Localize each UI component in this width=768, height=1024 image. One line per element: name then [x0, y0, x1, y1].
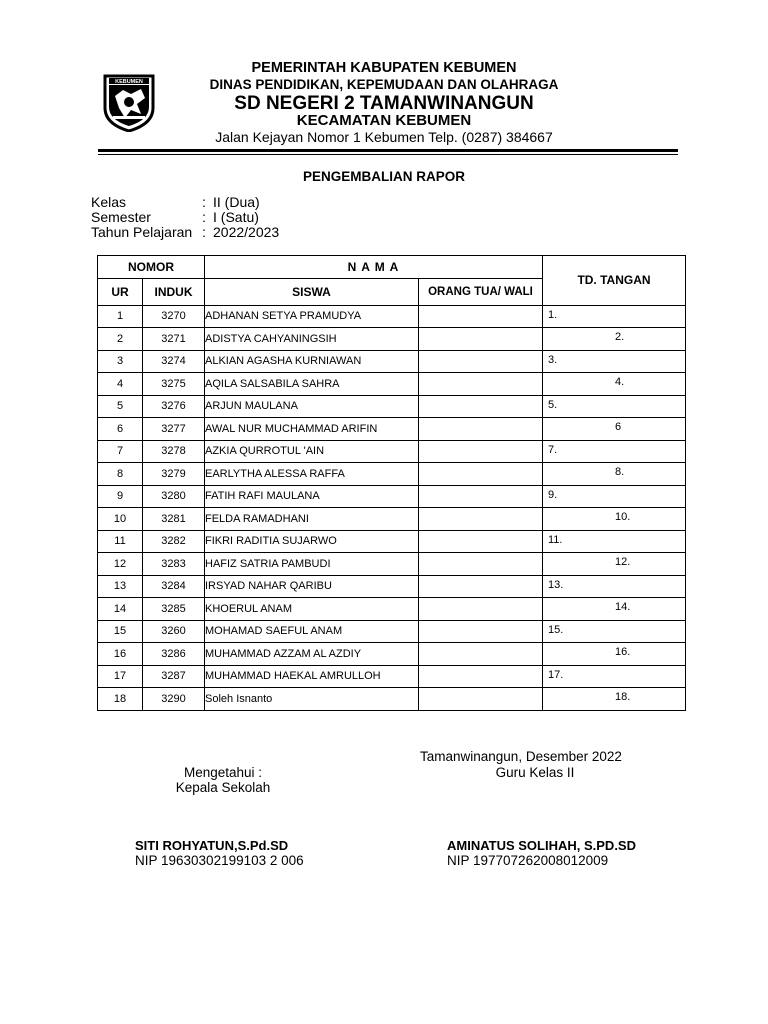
cell-orang-tua [419, 440, 543, 463]
cell-ur: 16 [98, 643, 143, 666]
cell-nama-siswa: EARLYTHA ALESSA RAFFA [205, 463, 419, 486]
meta-value: I (Satu) [213, 209, 259, 225]
cell-orang-tua [419, 575, 543, 598]
cell-ur: 11 [98, 530, 143, 553]
cell-ur: 10 [98, 508, 143, 531]
table-row [98, 553, 686, 576]
cell-ur: 3 [98, 350, 143, 373]
td-tangan-number: 7. [548, 443, 558, 456]
cell-nama-siswa: ALKIAN AGASHA KURNIAWAN [205, 350, 419, 373]
cell-nama-siswa: AZKIA QURROTUL 'AIN [205, 440, 419, 463]
cell-ur: 7 [98, 440, 143, 463]
td-tangan-number: 6 [615, 421, 622, 433]
cell-induk: 3282 [143, 530, 205, 553]
table-row [98, 530, 686, 553]
cell-induk: 3279 [143, 463, 205, 486]
table-row [98, 440, 686, 463]
meta-label: Kelas [91, 194, 127, 210]
cell-orang-tua [419, 530, 543, 553]
rapor-return-table [97, 255, 686, 711]
col-header-induk: INDUK [143, 278, 205, 305]
table-row [98, 508, 686, 531]
cell-induk: 3278 [143, 440, 205, 463]
cell-td-tangan [543, 440, 686, 463]
td-tangan-number: 4. [615, 376, 625, 388]
cell-td-tangan [543, 598, 686, 621]
table-row [98, 463, 686, 486]
header-department: DINAS PENDIDIKAN, KEPEMUDAAN DAN OLAHRAGA [209, 77, 559, 92]
col-header-nama: N A M A [205, 256, 543, 279]
table-row [98, 373, 686, 396]
cell-orang-tua [419, 395, 543, 418]
td-tangan-number: 9. [548, 488, 558, 501]
footer-teacher-nip: NIP 197707262008012009 [447, 853, 609, 868]
col-header-nomor: NOMOR [98, 256, 205, 279]
cell-nama-siswa: ARJUN MAULANA [205, 395, 419, 418]
cell-induk: 3260 [143, 620, 205, 643]
cell-ur: 15 [98, 620, 143, 643]
td-tangan-number: 5. [548, 398, 558, 411]
cell-td-tangan [543, 395, 686, 418]
cell-ur: 4 [98, 373, 143, 396]
cell-orang-tua [419, 508, 543, 531]
cell-td-tangan [543, 508, 686, 531]
footer-kepala-name: SITI ROHYATUN,S.Pd.SD [135, 838, 289, 853]
cell-td-tangan [543, 328, 686, 351]
cell-td-tangan [543, 553, 686, 576]
meta-semester [91, 209, 259, 225]
cell-induk: 3287 [143, 665, 205, 688]
cell-orang-tua [419, 553, 543, 576]
meta-label: Tahun Pelajaran [91, 224, 193, 240]
cell-orang-tua [419, 643, 543, 666]
cell-nama-siswa: Soleh Isnanto [205, 688, 419, 711]
cell-td-tangan [543, 688, 686, 711]
table-row [98, 350, 686, 373]
cell-orang-tua [419, 688, 543, 711]
td-tangan-number: 11. [548, 533, 563, 546]
document-title: PENGEMBALIAN RAPOR [302, 169, 465, 184]
meta-sep: : [202, 224, 206, 240]
meta-kelas [91, 194, 260, 210]
table-row [98, 305, 686, 328]
cell-nama-siswa: MUHAMMAD HAEKAL AMRULLOH [205, 665, 419, 688]
cell-ur: 14 [98, 598, 143, 621]
table-row [98, 598, 686, 621]
cell-induk: 3277 [143, 418, 205, 441]
td-tangan-number: 13. [548, 578, 564, 591]
cell-nama-siswa: IRSYAD NAHAR QARIBU [205, 575, 419, 598]
header-rule-thin [98, 154, 678, 155]
table-row [98, 395, 686, 418]
table-row [98, 575, 686, 598]
cell-ur: 13 [98, 575, 143, 598]
cell-induk: 3276 [143, 395, 205, 418]
cell-induk: 3283 [143, 553, 205, 576]
cell-nama-siswa: AQILA SALSABILA SAHRA [205, 373, 419, 396]
footer-kepala-role: Kepala Sekolah [175, 780, 271, 795]
cell-orang-tua [419, 463, 543, 486]
meta-sep: : [202, 194, 206, 210]
cell-td-tangan [543, 373, 686, 396]
cell-td-tangan [543, 575, 686, 598]
cell-ur: 1 [98, 305, 143, 328]
cell-induk: 3284 [143, 575, 205, 598]
cell-induk: 3271 [143, 328, 205, 351]
header-school-name: SD NEGERI 2 TAMANWINANGUN [234, 93, 534, 114]
cell-nama-siswa: MUHAMMAD AZZAM AL AZDIY [205, 643, 419, 666]
td-tangan-number: 10. [615, 511, 631, 523]
col-header-td-tangan: TD. TANGAN [543, 256, 686, 306]
table-row [98, 418, 686, 441]
td-tangan-number: 8. [615, 466, 625, 478]
cell-td-tangan [543, 665, 686, 688]
cell-orang-tua [419, 328, 543, 351]
meta-sep: : [202, 209, 206, 225]
header-address: Jalan Kejayan Nomor 1 Kebumen Telp. (0287) 384667 [215, 129, 553, 145]
cell-induk: 3274 [143, 350, 205, 373]
footer-kepala-nip: NIP 19630302199103 2 006 [135, 853, 304, 868]
cell-induk: 3270 [143, 305, 205, 328]
header-government: PEMERINTAH KABUPATEN KEBUMEN [251, 60, 517, 76]
cell-td-tangan [543, 620, 686, 643]
cell-nama-siswa: KHOERUL ANAM [205, 598, 419, 621]
cell-orang-tua [419, 485, 543, 508]
cell-ur: 9 [98, 485, 143, 508]
cell-induk: 3286 [143, 643, 205, 666]
meta-label: Semester [91, 209, 151, 225]
cell-nama-siswa: FIKRI RADITIA SUJARWO [205, 530, 419, 553]
cell-td-tangan [543, 485, 686, 508]
cell-induk: 3281 [143, 508, 205, 531]
cell-induk: 3290 [143, 688, 205, 711]
cell-orang-tua [419, 350, 543, 373]
td-tangan-number: 1. [548, 308, 558, 321]
footer-place-date: Tamanwinangun, Desember 2022 [420, 749, 622, 764]
table-row [98, 485, 686, 508]
cell-ur: 5 [98, 395, 143, 418]
cell-orang-tua [419, 598, 543, 621]
table-row [98, 643, 686, 666]
cell-td-tangan [543, 350, 686, 373]
cell-nama-siswa: HAFIZ SATRIA PAMBUDI [205, 553, 419, 576]
cell-td-tangan [543, 305, 686, 328]
logo-text: KEBUMEN [115, 79, 143, 85]
cell-td-tangan [543, 643, 686, 666]
td-tangan-number: 15. [548, 623, 564, 636]
col-header-ur: UR [98, 278, 143, 305]
cell-orang-tua [419, 665, 543, 688]
col-header-siswa: SISWA [205, 278, 419, 305]
cell-ur: 2 [98, 328, 143, 351]
meta-value: 2022/2023 [213, 224, 280, 240]
cell-td-tangan [543, 530, 686, 553]
cell-orang-tua [419, 418, 543, 441]
cell-ur: 6 [98, 418, 143, 441]
meta-tahun-pelajaran [91, 224, 279, 240]
meta-value: II (Dua) [213, 194, 260, 210]
cell-nama-siswa: ADISTYA CAHYANINGSIH [205, 328, 419, 351]
cell-ur: 8 [98, 463, 143, 486]
td-tangan-number: 14. [615, 601, 631, 613]
footer-teacher-role: Guru Kelas II [495, 765, 575, 780]
table-row [98, 665, 686, 688]
td-tangan-number: 18. [615, 691, 631, 703]
cell-induk: 3285 [143, 598, 205, 621]
cell-ur: 17 [98, 665, 143, 688]
cell-td-tangan [543, 418, 686, 441]
cell-td-tangan [543, 463, 686, 486]
td-tangan-number: 17. [548, 668, 564, 681]
cell-orang-tua [419, 620, 543, 643]
header-district: KECAMATAN KEBUMEN [296, 112, 472, 129]
cell-nama-siswa: ADHANAN SETYA PRAMUDYA [205, 305, 419, 328]
footer-mengetahui: Mengetahui : [183, 765, 263, 780]
header-rule-thick [98, 149, 678, 152]
cell-nama-siswa: FELDA RAMADHANI [205, 508, 419, 531]
cell-nama-siswa: FATIH RAFI MAULANA [205, 485, 419, 508]
td-tangan-number: 12. [615, 556, 631, 568]
cell-induk: 3280 [143, 485, 205, 508]
td-tangan-number: 16. [615, 646, 631, 658]
td-tangan-number: 2. [615, 331, 625, 343]
table-row [98, 688, 686, 711]
cell-ur: 12 [98, 553, 143, 576]
cell-nama-siswa: MOHAMAD SAEFUL ANAM [205, 620, 419, 643]
cell-nama-siswa: AWAL NUR MUCHAMMAD ARIFIN [205, 418, 419, 441]
cell-induk: 3275 [143, 373, 205, 396]
footer-teacher-name: AMINATUS SOLIHAH, S.PD.SD [447, 838, 636, 853]
cell-orang-tua [419, 305, 543, 328]
td-tangan-number: 3. [548, 353, 558, 366]
cell-ur: 18 [98, 688, 143, 711]
table-row [98, 620, 686, 643]
table-row [98, 328, 686, 351]
cell-orang-tua [419, 373, 543, 396]
col-header-orang-tua: ORANG TUA/ WALI [419, 278, 543, 305]
